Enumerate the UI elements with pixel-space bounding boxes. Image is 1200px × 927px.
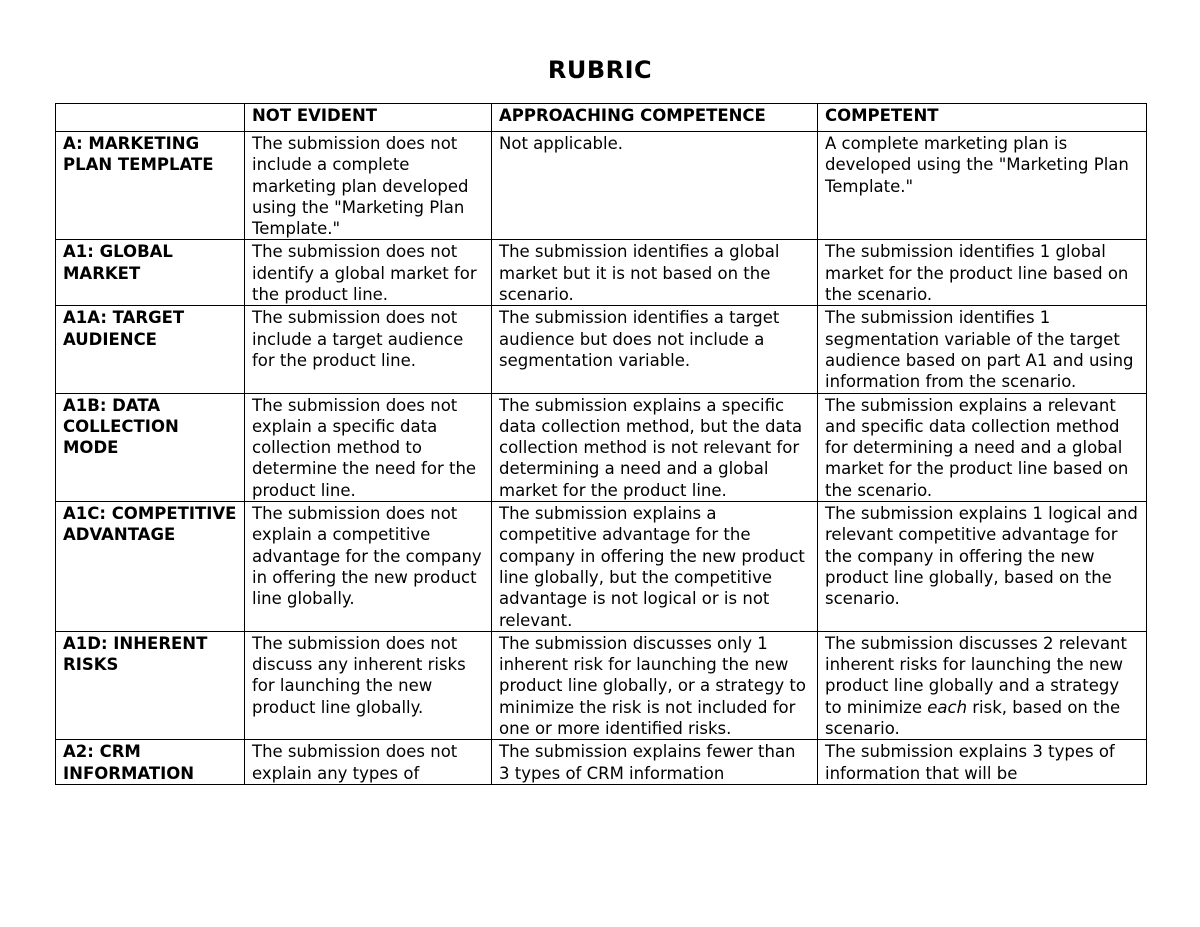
table-row (56, 132, 1147, 240)
header-cell-approaching: APPROACHING COMPETENCE (492, 104, 818, 132)
not-evident-cell: The submission does not explain a specific data collection method to determine the need for the product line. (245, 393, 492, 501)
header-cell-not-evident: NOT EVIDENT (245, 104, 492, 132)
header-row (56, 104, 1147, 132)
criterion-cell: A1D: INHERENT RISKS (56, 631, 245, 739)
not-evident-cell: The submission does not identify a global market for the product line. (245, 240, 492, 306)
table-row (56, 740, 1147, 785)
approaching-cell: The submission explains fewer than 3 types of CRM information (492, 740, 818, 785)
criterion-cell: A1B: DATA COLLECTION MODE (56, 393, 245, 501)
competent-text-emphasis: each (927, 697, 968, 717)
approaching-cell: The submission identifies a target audience but does not include a segmentation variable. (492, 306, 818, 393)
criterion-cell: A1: GLOBAL MARKET (56, 240, 245, 306)
not-evident-cell: The submission does not explain a competitive advantage for the company in offering the new product line globally. (245, 502, 492, 632)
table-row (56, 502, 1147, 632)
table-row (56, 393, 1147, 501)
page-title: RUBRIC (547, 56, 653, 84)
competent-cell: The submission explains 1 logical and relevant competitive advantage for the company in offering the new product line globally, based on the scenario. (818, 502, 1147, 632)
header-cell-criterion (56, 104, 245, 132)
rubric-table (55, 103, 1147, 785)
competent-cell (818, 631, 1147, 739)
not-evident-cell: The submission does not discuss any inherent risks for launching the new product line globally. (245, 631, 492, 739)
criterion-cell: A2: CRM INFORMATION (56, 740, 245, 785)
criterion-cell: A1C: COMPETITIVE ADVANTAGE (56, 502, 245, 632)
not-evident-cell: The submission does not include a target audience for the product line. (245, 306, 492, 393)
not-evident-cell: The submission does not include a complete marketing plan developed using the "Marketing Plan Template." (245, 132, 492, 240)
competent-text-after: risk, based on the scenario. (825, 697, 1121, 739)
approaching-cell: The submission discusses only 1 inherent risk for launching the new product line globally, or a strategy to minimize the risk is not included for one or more identified risks. (492, 631, 818, 739)
approaching-cell: The submission explains a specific data collection method, but the data collection method is not relevant for determining a need and a global market for the product line. (492, 393, 818, 501)
competent-cell: The submission explains 3 types of information that will be (818, 740, 1147, 785)
competent-cell: A complete marketing plan is developed using the "Marketing Plan Template." (818, 132, 1147, 240)
approaching-cell: Not applicable. (492, 132, 818, 240)
approaching-cell: The submission identifies a global market but it is not based on the scenario. (492, 240, 818, 306)
criterion-cell: A1A: TARGET AUDIENCE (56, 306, 245, 393)
table-row (56, 240, 1147, 306)
table-row (56, 631, 1147, 739)
competent-text-before: The submission discusses 2 relevant inherent risks for launching the new product line globally and a strategy to minimize (825, 633, 1127, 717)
criterion-cell: A: MARKETING PLAN TEMPLATE (56, 132, 245, 240)
not-evident-cell: The submission does not explain any types of (245, 740, 492, 785)
header-cell-competent: COMPETENT (818, 104, 1147, 132)
competent-cell: The submission identifies 1 global market for the product line based on the scenario. (818, 240, 1147, 306)
approaching-cell: The submission explains a competitive advantage for the company in offering the new product line globally, but the competitive advantage is not logical or is not relevant. (492, 502, 818, 632)
competent-cell: The submission identifies 1 segmentation variable of the target audience based on part A1 and using information from the scenario. (818, 306, 1147, 393)
competent-cell: The submission explains a relevant and specific data collection method for determining a need and a global market for the product line based on the scenario. (818, 393, 1147, 501)
table-row (56, 306, 1147, 393)
